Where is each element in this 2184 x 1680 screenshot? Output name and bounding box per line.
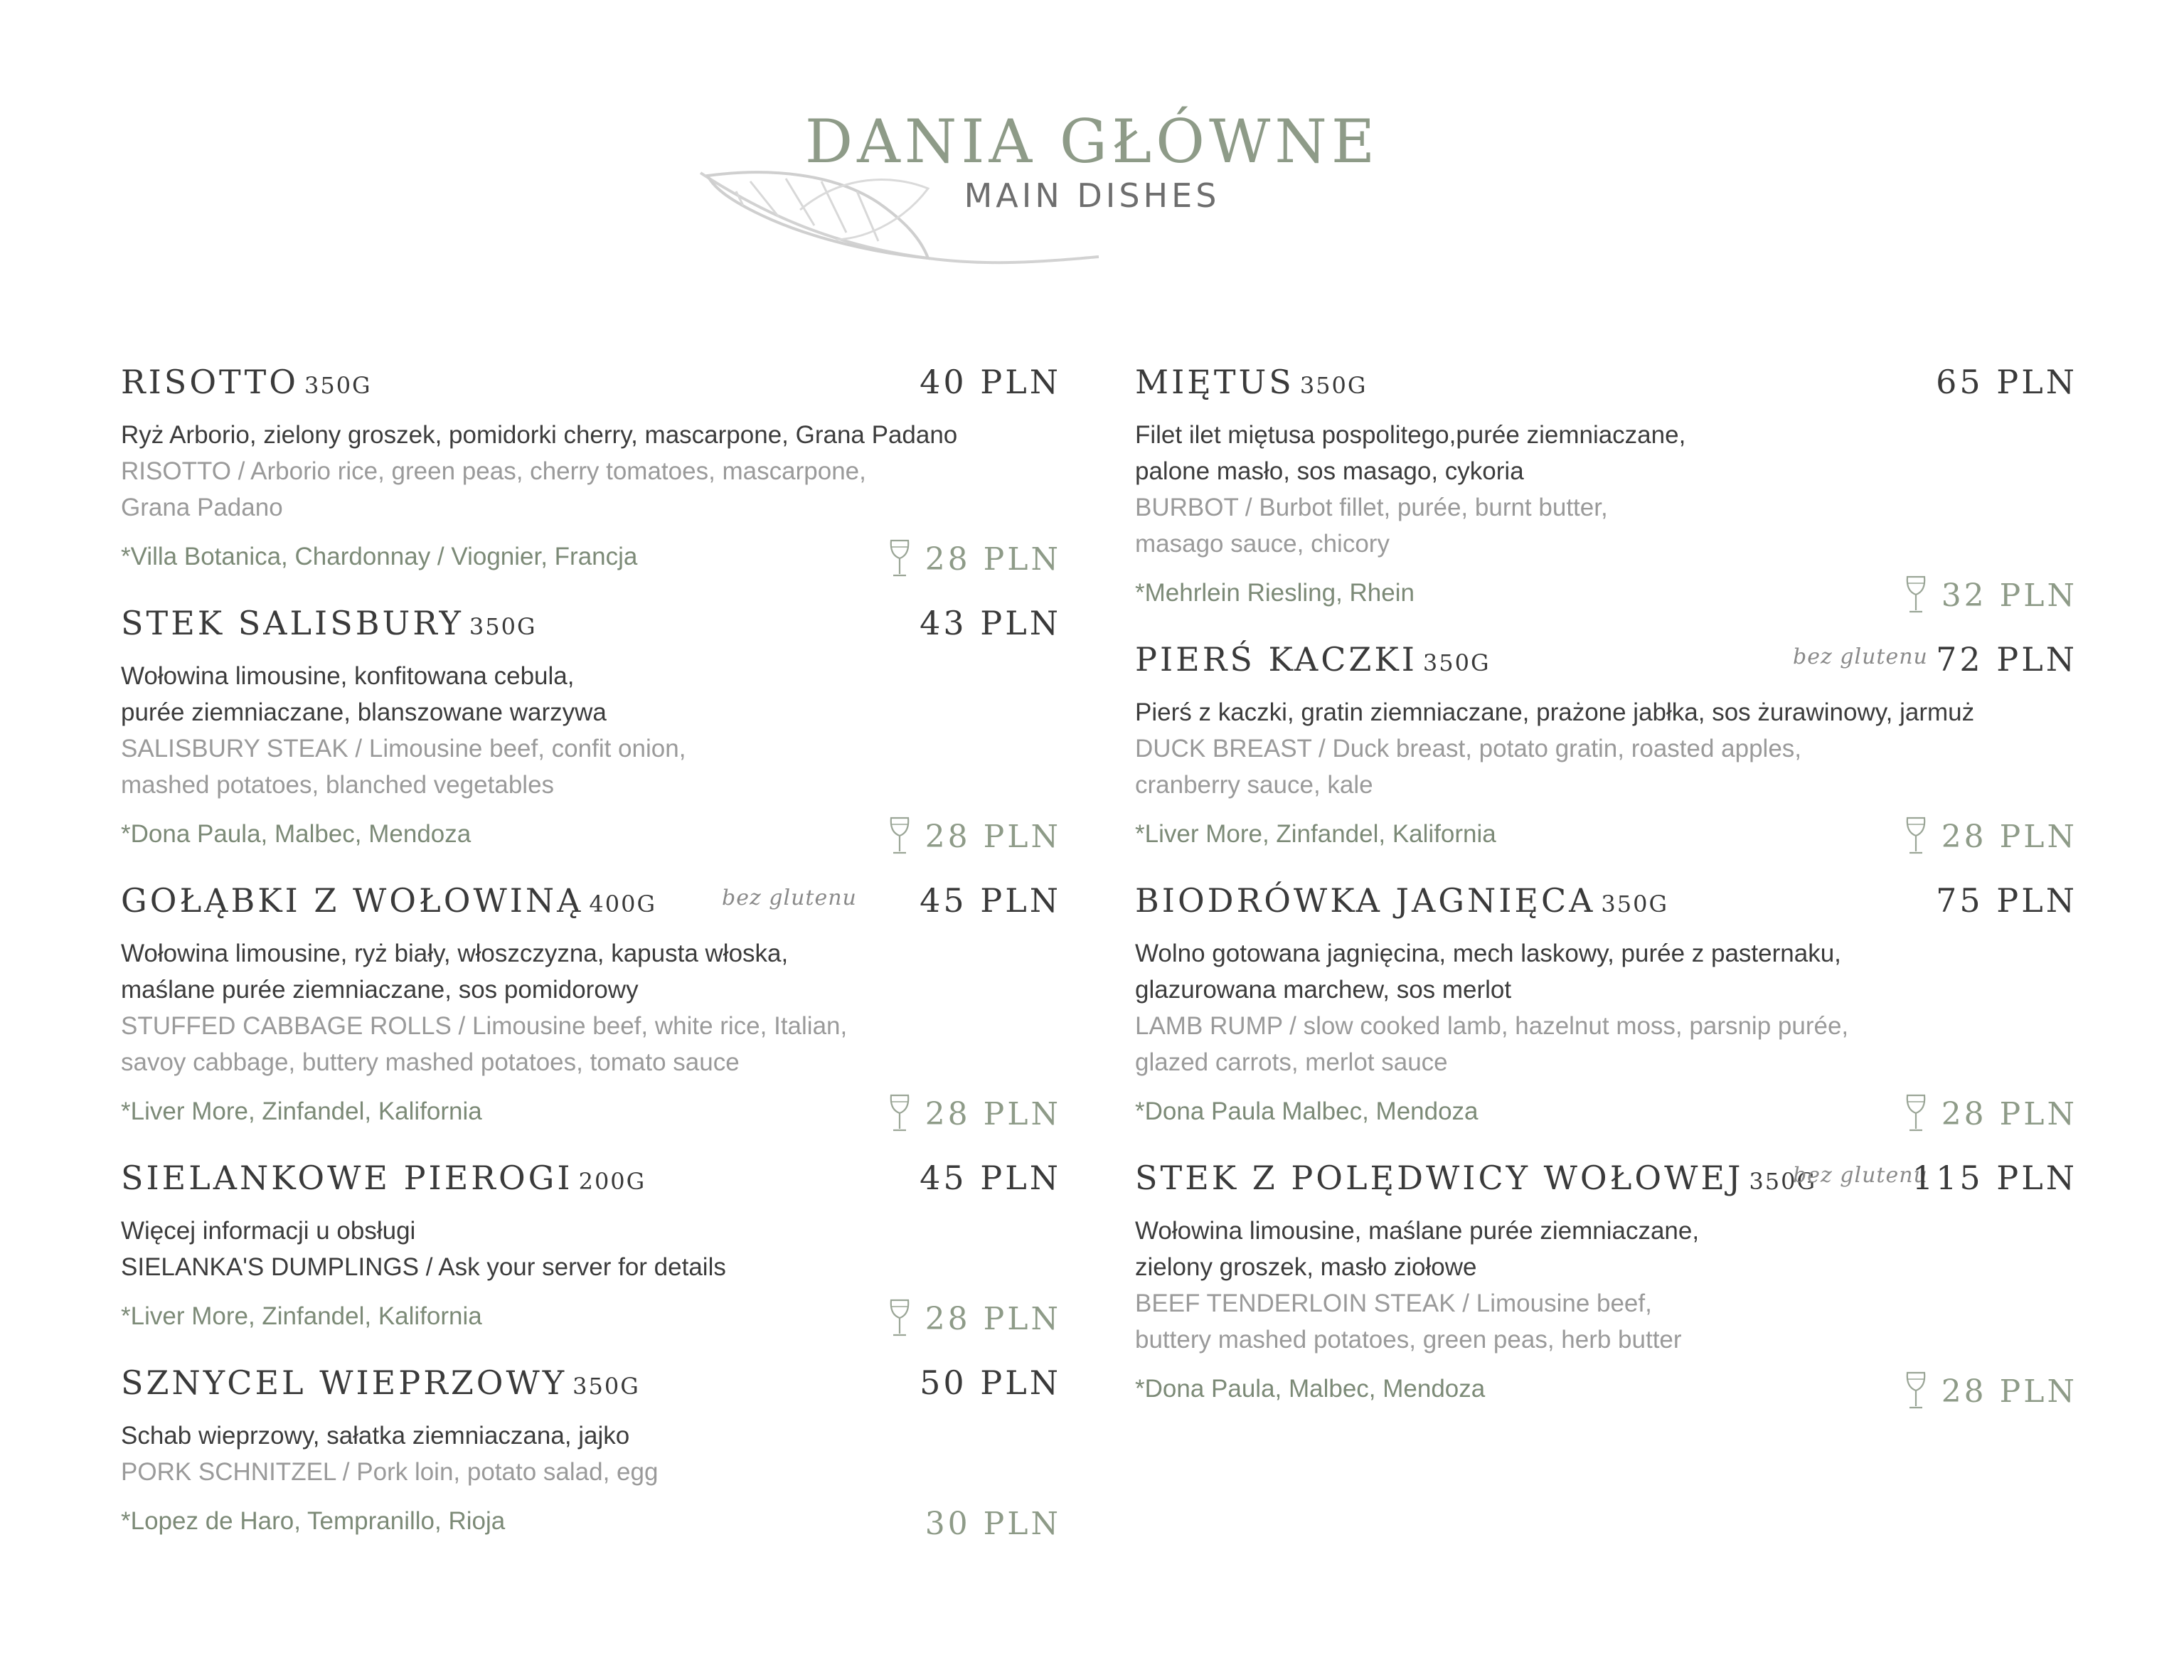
menu-item-header bbox=[121, 881, 1061, 925]
dish-price: 50 PLN bbox=[920, 1363, 1061, 1402]
page-title: DANIA GŁÓWNE bbox=[804, 107, 1380, 176]
description-en: PORK SCHNITZEL / Pork loin, potato salad, egg bbox=[121, 1458, 659, 1486]
description-en: savoy cabbage, buttery mashed potatoes, tomato sauce bbox=[121, 1048, 740, 1076]
dish-weight: 350G bbox=[572, 1373, 640, 1400]
description-pl: Filet ilet miętusa pospolitego,purée ziemniaczane, bbox=[1135, 421, 1686, 449]
description-pl: zielony groszek, masło ziołowe bbox=[1135, 1253, 1477, 1281]
description-en: cranberry sauce, kale bbox=[1135, 771, 1373, 799]
dish-price: 75 PLN bbox=[1936, 881, 2077, 920]
description-en: Grana Padano bbox=[121, 494, 283, 521]
dish-name: RISOTTO 350G bbox=[121, 363, 372, 401]
description-pl: Wolno gotowana jagnięcina, mech laskowy, purée z pasternaku, bbox=[1135, 940, 1841, 967]
gluten-free-badge: bez glutenu bbox=[1793, 644, 1928, 669]
description-en: SALISBURY STEAK / Limousine beef, confit onion, bbox=[121, 735, 686, 762]
menu-item bbox=[1135, 363, 2077, 617]
right-menu-column bbox=[1135, 363, 2077, 1436]
wine-name: *Villa Botanica, Chardonnay / Viognier, Francja bbox=[121, 543, 638, 570]
dish-name: STEK Z POLĘDWICY WOŁOWEJ 350G bbox=[1135, 1159, 1817, 1197]
dish-weight: 400G bbox=[589, 890, 657, 918]
wine-glass-icon bbox=[1904, 575, 1928, 615]
menu-item bbox=[121, 363, 1061, 581]
dish-name: BIODRÓWKA JAGNIĘCA 350G bbox=[1135, 881, 1668, 920]
dish-price: 72 PLN bbox=[1936, 640, 2077, 679]
dish-name: SIELANKOWE PIEROGI 200G bbox=[121, 1159, 646, 1197]
description-en: buttery mashed potatoes, green peas, herb butter bbox=[1135, 1326, 1682, 1354]
description-pl: Wołowina limousine, maślane purée ziemniaczane, bbox=[1135, 1217, 1700, 1245]
description-en: BEEF TENDERLOIN STEAK / Limousine beef, bbox=[1135, 1290, 1652, 1317]
wine-glass-icon bbox=[888, 1298, 912, 1338]
wine-price: 28 PLN bbox=[925, 819, 1061, 855]
wine-name: *Dona Paula Malbec, Mendoza bbox=[1135, 1097, 1479, 1125]
description-en: SIELANKA'S DUMPLINGS / Ask your server for details bbox=[121, 1253, 726, 1281]
gluten-free-badge: bez glutenu bbox=[722, 886, 857, 910]
dish-weight: 350G bbox=[1299, 372, 1368, 399]
description-en: mashed potatoes, blanched vegetables bbox=[121, 771, 555, 799]
dish-price: 43 PLN bbox=[920, 604, 1061, 642]
wine-pairing bbox=[121, 816, 1061, 858]
menu-item-header bbox=[121, 604, 1061, 648]
description-en: LAMB RUMP / slow cooked lamb, hazelnut moss, parsnip purée, bbox=[1135, 1012, 1849, 1040]
menu-item bbox=[1135, 1159, 2077, 1413]
dish-price: 45 PLN bbox=[920, 1159, 1061, 1197]
dish-name: GOŁĄBKI Z WOŁOWINĄ 400G bbox=[121, 881, 657, 920]
description-pl: Wołowina limousine, konfitowana cebula, bbox=[121, 662, 575, 690]
page-subtitle: MAIN DISHES bbox=[964, 176, 1220, 215]
description-en: STUFFED CABBAGE ROLLS / Limousine beef, white rice, Italian, bbox=[121, 1012, 848, 1040]
gluten-free-badge: bez glutenu bbox=[1793, 1163, 1928, 1188]
menu-item bbox=[121, 881, 1061, 1136]
description-pl: palone masło, sos masago, cykoria bbox=[1135, 457, 1524, 485]
wine-price: 32 PLN bbox=[1941, 578, 2077, 614]
wine-glass-icon bbox=[888, 538, 912, 578]
description-pl: Więcej informacji u obsługi bbox=[121, 1217, 416, 1245]
description-en: BURBOT / Burbot fillet, purée, burnt butter, bbox=[1135, 494, 1608, 521]
dish-weight: 350G bbox=[304, 372, 372, 399]
menu-item-header bbox=[121, 1363, 1061, 1408]
dish-price: 115 PLN bbox=[1912, 1159, 2077, 1197]
description-pl: Schab wieprzowy, sałatka ziemniaczana, jajko bbox=[121, 1422, 630, 1450]
menu-item-header bbox=[121, 363, 1061, 407]
dish-name: SZNYCEL WIEPRZOWY 350G bbox=[121, 1363, 640, 1402]
wine-price: 28 PLN bbox=[925, 541, 1061, 578]
wine-pairing bbox=[1135, 816, 2077, 858]
wine-price: 28 PLN bbox=[1941, 819, 2077, 855]
wine-price: 28 PLN bbox=[1941, 1373, 2077, 1410]
left-menu-column bbox=[121, 363, 1061, 1568]
description-pl: Pierś z kaczki, gratin ziemniaczane, prażone jabłka, sos żurawinowy, jarmuż bbox=[1135, 698, 1975, 726]
wine-glass-icon bbox=[888, 816, 912, 856]
dish-weight: 350G bbox=[1422, 649, 1491, 676]
description-pl: maślane purée ziemniaczane, sos pomidorowy bbox=[121, 976, 639, 1004]
wine-pairing bbox=[1135, 1371, 2077, 1413]
wine-glass-icon bbox=[888, 1093, 912, 1133]
menu-item bbox=[121, 604, 1061, 858]
wine-price: 28 PLN bbox=[925, 1096, 1061, 1132]
description-en: glazed carrots, merlot sauce bbox=[1135, 1048, 1448, 1076]
menu-item-header bbox=[1135, 363, 2077, 407]
wine-glass-icon bbox=[1904, 1093, 1928, 1133]
wine-pairing bbox=[121, 1093, 1061, 1136]
wine-name: *Dona Paula, Malbec, Mendoza bbox=[1135, 1375, 1486, 1403]
menu-item-header bbox=[1135, 640, 2077, 684]
menu-item bbox=[121, 1159, 1061, 1341]
dish-price: 45 PLN bbox=[920, 881, 1061, 920]
wine-pairing bbox=[121, 1298, 1061, 1341]
wine-glass-icon bbox=[1904, 1371, 1928, 1410]
wine-pairing bbox=[1135, 575, 2077, 617]
wine-pairing bbox=[121, 538, 1061, 581]
menu-item bbox=[1135, 640, 2077, 858]
wine-name: *Liver More, Zinfandel, Kalifornia bbox=[1135, 820, 1496, 848]
menu-item-header bbox=[1135, 881, 2077, 925]
wine-price: 30 PLN bbox=[925, 1506, 1061, 1542]
menu-item-header bbox=[121, 1159, 1061, 1203]
wine-glass-icon bbox=[1904, 816, 1928, 856]
description-pl: Wołowina limousine, ryż biały, włoszczyzna, kapusta włoska, bbox=[121, 940, 789, 967]
menu-item bbox=[121, 1363, 1061, 1546]
description-pl: purée ziemniaczane, blanszowane warzywa bbox=[121, 698, 607, 726]
wine-pairing bbox=[1135, 1093, 2077, 1136]
wine-name: *Mehrlein Riesling, Rhein bbox=[1135, 579, 1415, 607]
wine-name: *Liver More, Zinfandel, Kalifornia bbox=[121, 1097, 482, 1125]
description-pl: Ryż Arborio, zielony groszek, pomidorki cherry, mascarpone, Grana Padano bbox=[121, 421, 958, 449]
description-en: masago sauce, chicory bbox=[1135, 530, 1390, 558]
dish-name: STEK SALISBURY 350G bbox=[121, 604, 537, 642]
description-pl: glazurowana marchew, sos merlot bbox=[1135, 976, 1512, 1004]
dish-price: 65 PLN bbox=[1936, 363, 2077, 401]
menu-header bbox=[0, 0, 2184, 270]
wine-name: *Dona Paula, Malbec, Mendoza bbox=[121, 820, 472, 848]
wine-name: *Liver More, Zinfandel, Kalifornia bbox=[121, 1302, 482, 1330]
menu-item-header bbox=[1135, 1159, 2077, 1203]
menu-item bbox=[1135, 881, 2077, 1136]
dish-weight: 350G bbox=[1601, 890, 1668, 918]
dish-weight: 200G bbox=[578, 1168, 646, 1195]
description-en: DUCK BREAST / Duck breast, potato gratin, roasted apples, bbox=[1135, 735, 1802, 762]
dish-name: MIĘTUS 350G bbox=[1135, 363, 1368, 401]
wine-name: *Lopez de Haro, Tempranillo, Rioja bbox=[121, 1507, 506, 1535]
wine-price: 28 PLN bbox=[1941, 1096, 2077, 1132]
dish-weight: 350G bbox=[469, 613, 537, 640]
dish-name: PIERŚ KACZKI 350G bbox=[1135, 640, 1491, 679]
dish-price: 40 PLN bbox=[920, 363, 1061, 401]
wine-price: 28 PLN bbox=[925, 1301, 1061, 1337]
description-en: RISOTTO / Arborio rice, green peas, cherry tomatoes, mascarpone, bbox=[121, 457, 866, 485]
wine-pairing bbox=[121, 1503, 1061, 1546]
dish-weight: 350G bbox=[1749, 1168, 1817, 1195]
